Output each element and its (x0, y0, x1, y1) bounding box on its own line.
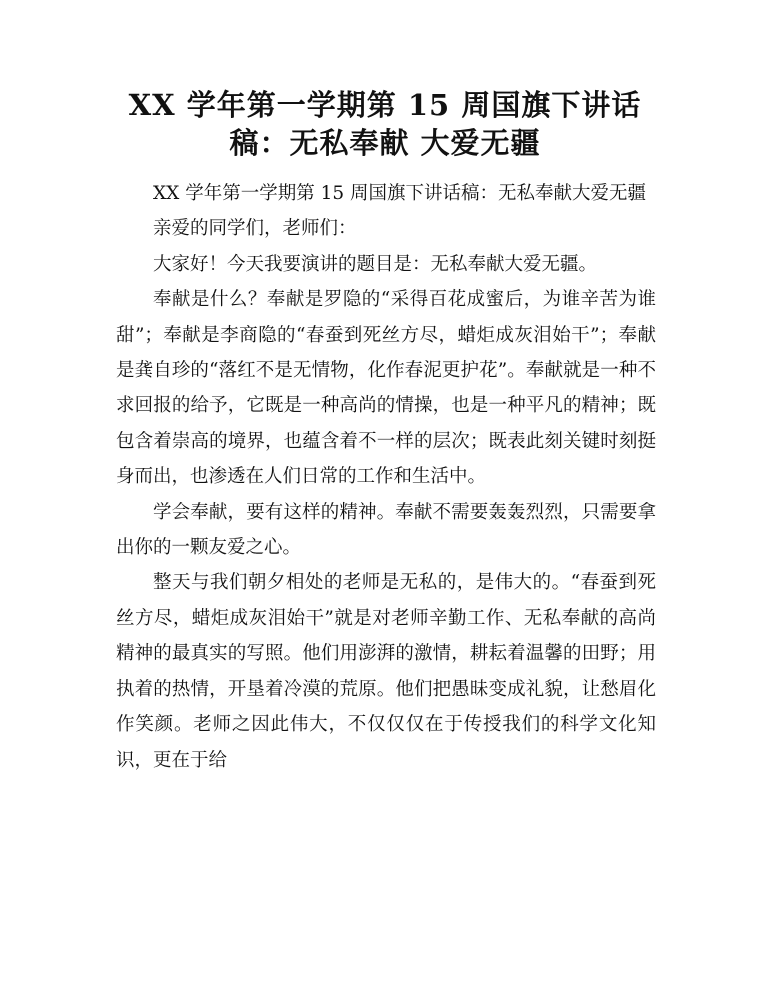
paragraph-salutation: 亲爱的同学们，老师们： (153, 218, 357, 240)
paragraph-what-is-dedication: 奉献是什么？奉献是罗隐的“采得百花成蜜后，为谁辛苦为谁甜”；奉献是李商隐的“春蚕到死丝方尽，蜡炬成灰泪始干”；奉献是龚自珍的“落红不是无情物，化作春泥更护花”。奉献就是一种不求回报的给予，它既是一种高尚的情操，也是一种平凡的精神；既包含着崇高的境界，也蕴含着不一样的层次；既表此刻关键时刻挺身而出，也渗透在人们日常的工作和生活中。 (116, 289, 656, 488)
paragraph-greeting: 大家好！今天我要演讲的题目是：无私奉献大爱无疆。 (153, 253, 598, 275)
document-title (100, 86, 670, 162)
title-line-2: 稿：无私奉献 大爱无疆 (229, 126, 541, 160)
paragraph-learn-dedication: 学会奉献，要有这样的精神。奉献不需要轰轰烈烈，只需要拿出你的一颗友爱之心。 (116, 501, 656, 559)
paragraph-subtitle: XX 学年第一学期第 15 周国旗下讲话稿：无私奉献大爱无疆 (153, 183, 647, 204)
document-body (116, 176, 656, 778)
paragraph-teachers: 整天与我们朝夕相处的老师是无私的，是伟大的。“春蚕到死丝方尽，蜡炬成灰泪始干”就是对老师辛勤工作、无私奉献的高尚精神的最真实的写照。他们用澎湃的激情，耕耘着温馨的田野；用执着的热情，开垦着冷漠的荒原。他们把愚昧变成礼貌，让愁眉化作笑颜。老师之因此伟大，不仅仅仅在于传授我们的科学文化知识，更在于给 (116, 572, 656, 771)
title-line-1: XX 学年第一学期第 15 周国旗下讲话 (128, 88, 642, 122)
